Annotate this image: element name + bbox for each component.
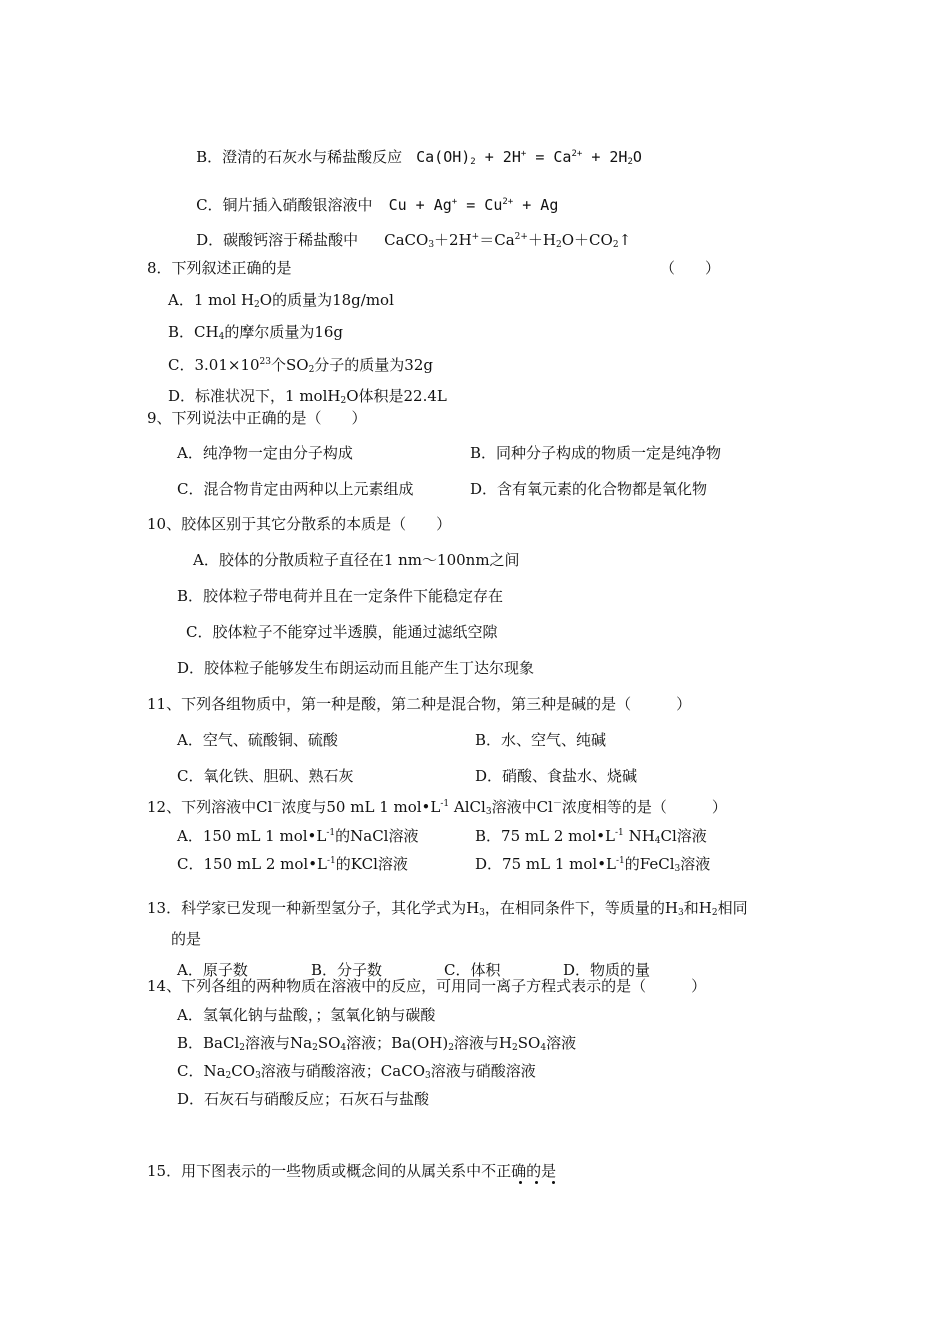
q14-option-c: C．$Na_2CO_3$溶液与硝酸溶液；CaCO$_3$溶液与硝酸溶液 xyxy=(177,1062,536,1081)
q11-option-d: D．硝酸、食盐水、烧碱 xyxy=(475,767,638,785)
q14-option-d: D．石灰石与硝酸反应；石灰石与盐酸 xyxy=(177,1090,430,1108)
q9-option-d: D．含有氧元素的化合物都是氧化物 xyxy=(470,480,708,498)
q14-option-a: A．氢氧化钠与盐酸，；氢氧化钠与碳酸 xyxy=(177,1006,436,1024)
q10-stem: 10、胶体区别于其它分散系的本质是（ ） xyxy=(147,515,452,533)
q10-option-c: C．胶体粒子不能穿过半透膜，能通过滤纸空隙 xyxy=(186,623,498,641)
q13-stem-line2: 的是 xyxy=(171,930,202,948)
option-text: B．澄清的石灰水与稀盐酸反应 xyxy=(196,148,403,166)
equation: $CaCO_3+2H^+=Ca^{2+}+H_2O+CO_2↑$ xyxy=(384,231,632,250)
q8-option-a: A．1 mol $H_2O$的质量为18g/mol xyxy=(168,291,394,310)
q8-stem: 8．下列叙述正确的是 xyxy=(147,259,292,277)
option-text: C．铜片插入硝酸银溶液中 xyxy=(196,196,373,214)
q15-stem: 15．用下图表示的一些物质或概念间的从属关系中不正确的是 xyxy=(147,1162,557,1180)
q13-option-b: B．分子数 xyxy=(311,961,383,979)
equation: $Cu + Ag^+ = Cu^{2+} + Ag$ xyxy=(388,196,559,214)
q12-option-d: D．75 mL 1 $mol•L^{-1}$的FeCl$_3$溶液 xyxy=(475,855,711,874)
q9-option-c: C．混合物肯定由两种以上元素组成 xyxy=(177,480,414,498)
q8-option-d: D．标准状况下，1 molH$_2$O体积是22.4L xyxy=(168,387,447,406)
q11-option-a: A．空气、硫酸铜、硫酸 xyxy=(177,731,338,749)
equation: $Ca(OH)_2 + 2H^+ = Ca^{2+} + 2H_2O$ xyxy=(416,148,642,167)
q12-stem: 12、下列溶液中Cl－浓度与50 mL 1 $mol•L^{-1}$ AlCl$_3$溶液中Cl－浓度相等的是（ ） xyxy=(147,798,727,817)
q13-option-a: A．原子数 xyxy=(177,961,248,979)
q14-option-b: B．BaCl$_2$溶液与$Na_2SO_4$溶液；$Ba(OH)_2$溶液与$H_2SO_4$溶液 xyxy=(177,1034,577,1053)
q13-stem: 13．科学家已发现一种新型氢分子，其化学式为$H_3$，在相同条件下，等质量的$H_3$和$H_2$相同 xyxy=(147,899,748,918)
q12-option-a: A．150 mL 1 $mol•L^{-1}$的NaCl溶液 xyxy=(177,827,419,845)
q12-option-c: C．150 mL 2 $mol•L^{-1}$的KCl溶液 xyxy=(177,855,408,873)
q13-option-d: D．物质的量 xyxy=(563,961,651,979)
q11-stem: 11、下列各组物质中，第一种是酸，第二种是混合物，第三种是碱的是（ ） xyxy=(147,695,692,713)
q10-option-d: D．胶体粒子能够发生布朗运动而且能产生丁达尔现象 xyxy=(177,659,535,677)
q8-option-b: B．$CH_4$的摩尔质量为16g xyxy=(168,323,344,342)
q11-option-b: B．水、空气、纯碱 xyxy=(475,731,607,749)
q9-stem: 9、下列说法中正确的是（ ） xyxy=(147,409,367,427)
q9-option-b: B．同种分子构成的物质一定是纯净物 xyxy=(470,444,722,462)
q10-option-b: B．胶体粒子带电荷并且在一定条件下能稳定存在 xyxy=(177,587,504,605)
q14-stem: 14、下列各组的两种物质在溶液中的反应，可用同一离子方程式表示的是（ ） xyxy=(147,977,707,995)
q8-option-c: C．$3.01\times 10^{23}$个$SO_2$分子的质量为32g xyxy=(168,356,433,375)
q13-option-c: C．体积 xyxy=(444,961,501,979)
q11-option-c: C．氧化铁、胆矾、熟石灰 xyxy=(177,767,354,785)
q8-answer-paren: （ ） xyxy=(660,259,721,277)
q9-option-a: A．纯净物一定由分子构成 xyxy=(177,444,353,462)
emphasis-dots xyxy=(518,1181,558,1187)
q12-option-b: B．75 mL 2 $mol•L^{-1}$ $NH_4Cl$溶液 xyxy=(475,827,707,846)
option-text: D．碳酸钙溶于稀盐酸中 xyxy=(196,231,359,249)
q10-option-a: A．胶体的分散质粒子直径在1 nm～100nm之间 xyxy=(193,551,520,569)
